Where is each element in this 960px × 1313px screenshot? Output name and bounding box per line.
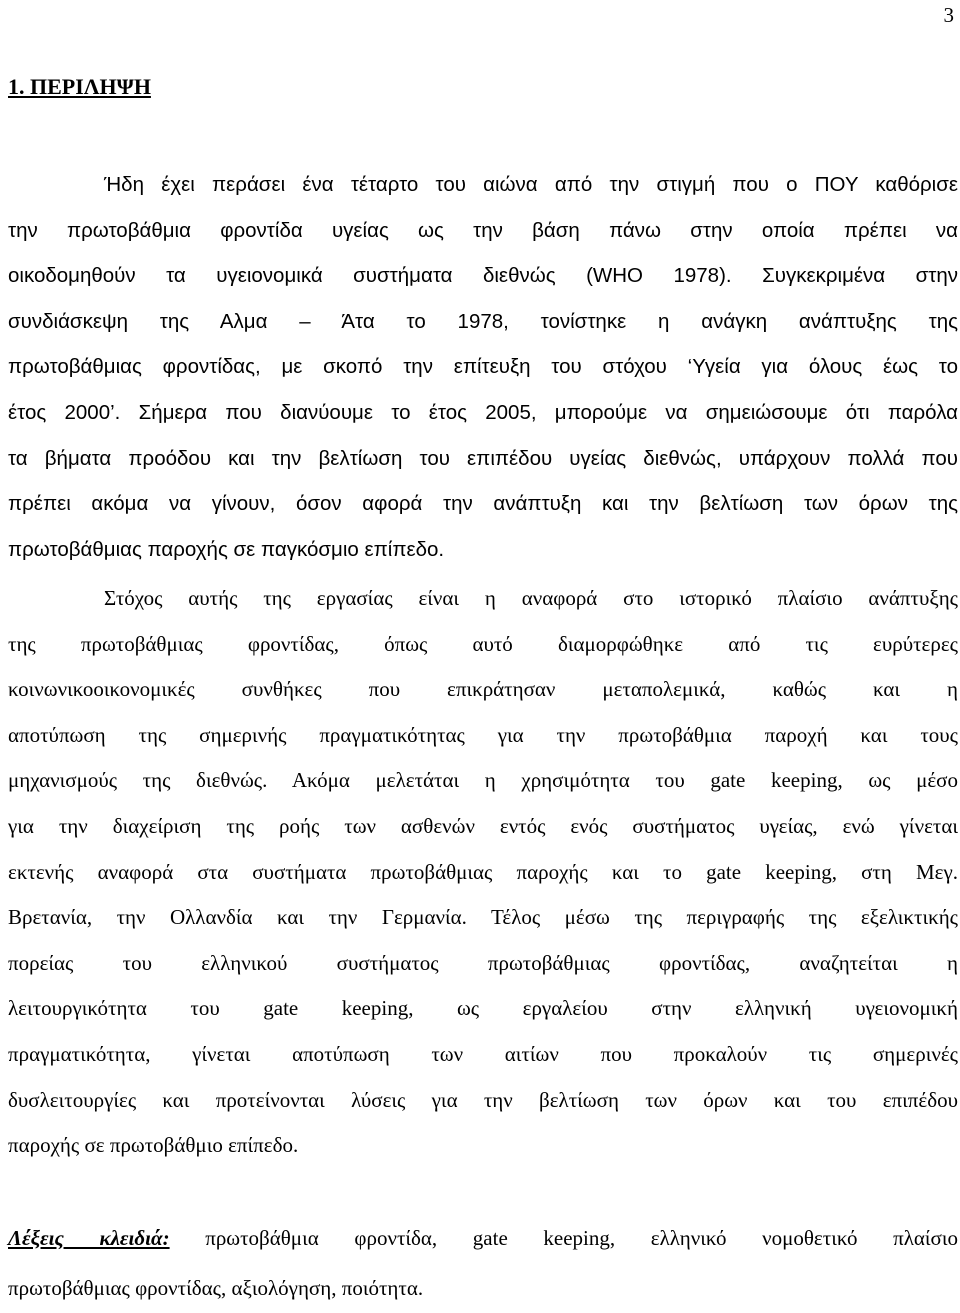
paragraph-line: Στόχος αυτής της εργασίας είναι η αναφορά στο ιστορικό πλαίσιο ανάπτυξης — [104, 586, 958, 610]
keywords-label: Λέξεις κλειδιά: — [8, 1226, 170, 1250]
paragraph-line: παροχής σε πρωτοβάθμιο επίπεδο. — [8, 1133, 299, 1158]
keywords-line — [8, 1213, 958, 1263]
paragraph-line: πρέπει ακόμα να γίνουν, όσον αφορά την ανάπτυξη και την βελτίωση των όρων της — [8, 492, 958, 516]
paragraph-line: πορείας του ελληνικού συστήματος πρωτοβάθμιας φροντίδας, αναζητείται η — [8, 950, 958, 975]
summary-paragraph-2 — [8, 576, 958, 1169]
paragraph-line: έτος 2000’. Σήμερα που διανύουμε το έτος 2005, μπορούμε να σημειώσουμε ότι παρόλα — [8, 400, 958, 424]
paragraph-line: αποτύπωση της σημερινής πραγματικότητας για την πρωτοβάθμια παροχή και τους — [8, 722, 958, 747]
paragraph-line: την πρωτοβάθμια φροντίδα υγείας ως την βάση πάνω στην οποία πρέπει να — [8, 218, 958, 242]
paragraph-line: λειτουργικότητα του gate keeping, ως εργαλείου στην ελληνική υγειονομική — [8, 996, 958, 1021]
paragraph-line: πραγματικότητα, γίνεται αποτύπωση των αιτίων που προκαλούν τις σημερινές — [8, 1041, 958, 1066]
paragraph-line: πρωτοβάθμιας παροχής σε παγκόσμιο επίπεδο. — [8, 537, 445, 561]
paragraph-line: πρωτοβάθμιας φροντίδας, με σκοπό την επίτευξη του στόχου ‘Υγεία για όλους έως το — [8, 355, 958, 379]
keywords-text: πρωτοβάθμια φροντίδα, gate keeping, ελληνικό νομοθετικό πλαίσιο — [169, 1226, 958, 1250]
paragraph-line: κοινωνικοοικονομικές συνθήκες που επικράτησαν μεταπολεμικά, καθώς και η — [8, 677, 958, 702]
paragraph-line: της πρωτοβάθμιας φροντίδας, όπως αυτό διαμορφώθηκε από τις ευρύτερες — [8, 631, 958, 656]
paragraph-line: μηχανισμούς της διεθνώς. Ακόμα μελετάται η χρησιμότητα του gate keeping, ως μέσο — [8, 768, 958, 793]
paragraph-line: Ήδη έχει περάσει ένα τέταρτο του αιώνα από την στιγμή που ο ΠΟΥ καθόρισε — [104, 173, 958, 196]
summary-paragraph-1 — [8, 162, 958, 572]
section-heading: 1. ΠΕΡΙΛΗΨΗ — [8, 74, 151, 99]
page-number: 3 — [943, 3, 954, 27]
paragraph-line: τα βήματα προόδου και την βελτίωση του επιπέδου υγείας διεθνώς, υπάρχουν πολλά που — [8, 446, 958, 470]
paragraph-line: δυσλειτουργίες και προτείνονται λύσεις για την βελτίωση των όρων και του επιπέδου — [8, 1087, 958, 1112]
paragraph-line: οικοδομηθούν τα υγειονομικά συστήματα διεθνώς (WHO 1978). Συγκεκριμένα στην — [8, 264, 958, 288]
paragraph-line: Βρετανία, την Ολλανδία και την Γερμανία. Τέλος μέσω της περιγραφής της εξελικτικής — [8, 905, 958, 930]
paragraph-line: συνδιάσκεψη της Αλμα – Άτα το 1978, τονίστηκε η ανάγκη ανάπτυξης της — [8, 309, 958, 333]
keywords-block — [8, 1213, 958, 1313]
keywords-line: πρωτοβάθμιας φροντίδας, αξιολόγηση, ποιότητα. — [8, 1276, 424, 1300]
paragraph-line: για την διαχείριση της ροής των ασθενών εντός ενός συστήματος υγείας, ενώ γίνεται — [8, 813, 958, 838]
paragraph-line: εκτενής αναφορά στα συστήματα πρωτοβάθμιας παροχής και το gate keeping, στη Μεγ. — [8, 859, 958, 884]
